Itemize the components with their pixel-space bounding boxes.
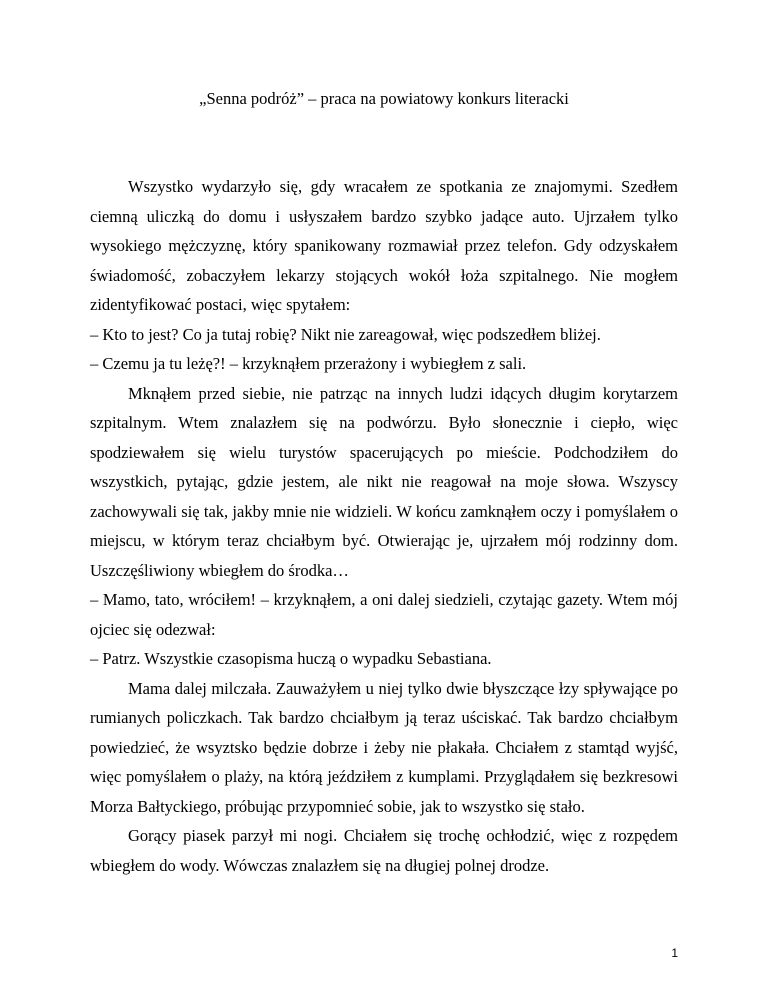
paragraph: – Kto to jest? Co ja tutaj robię? Nikt nie zareagował, więc podszedłem bliżej. [90, 324, 601, 344]
paragraph: Mama dalej milczała. Zauważyłem u niej tylko dwie błyszczące łzy spływające po rumianych policzkach. Tak bardzo chciałbym ją teraz uściskać. Tak bardzo chciałbym powiedzieć, że wsyztsko będzie dobrze i żeby nie płakała. Chciałem z stamtąd wyjść, więc pomyślałem o plaży, na którą jeździłem z kumplami. Przyglądałem się bezkresowi Morza Bałtyckiego, próbując przypomnieć sobie, jak to wszystko się stało. [90, 678, 678, 816]
paragraph: – Mamo, tato, wróciłem! – krzyknąłem, a oni dalej siedzieli, czytając gazety. Wtem mój ojciec się odezwał: [90, 590, 678, 639]
paragraph: Gorący piasek parzył mi nogi. Chciałem się trochę ochłodzić, więc z rozpędem wbiegłem do wody. Wówczas znalazłem się na długiej polnej drodze. [90, 826, 678, 875]
paragraph: – Czemu ja tu leżę?! – krzyknąłem przerażony i wybiegłem z sali. [90, 354, 527, 373]
document-title: „Senna podróż” – praca na powiatowy konkurs literacki [199, 89, 569, 108]
paragraph: Wszystko wydarzyło się, gdy wracałem ze spotkania ze znajomymi. Szedłem ciemną uliczką do domu i usłyszałem bardzo szybko jadące auto. Ujrzałem tylko wysokiego mężczyznę, który spanikowany rozmawiał przez telefon. Gdy odzyskałem świadomość, zobaczyłem lekarzy stojących wokół łoża szpitalnego. Nie mogłem zidentyfikować postaci, więc spytałem: [90, 177, 678, 314]
paragraph: – Patrz. Wszystkie czasopisma huczą o wypadku Sebastiana. [90, 649, 492, 668]
document-body [90, 172, 678, 880]
page-number: 1 [671, 946, 678, 960]
paragraph: Mknąłem przed siebie, nie patrząc na innych ludzi idących długim korytarzem szpitalnym. Wtem znalazłem się na podwórzu. Było słonecznie i ciepło, więc spodziewałem się wielu turystów spacerujących po mieście. Podchodziłem do wszystkich, pytając, gdzie jestem, ale nikt nie reagował na moje słowa. Wszyscy zachowywali się tak, jakby mnie nie widzieli. W końcu zamknąłem oczy i pomyślałem o miejscu, w którym teraz chciałbym być. Otwierając je, ujrzałem mój rodzinny dom. Uszczęśliwiony wbiegłem do środka… [90, 383, 678, 580]
